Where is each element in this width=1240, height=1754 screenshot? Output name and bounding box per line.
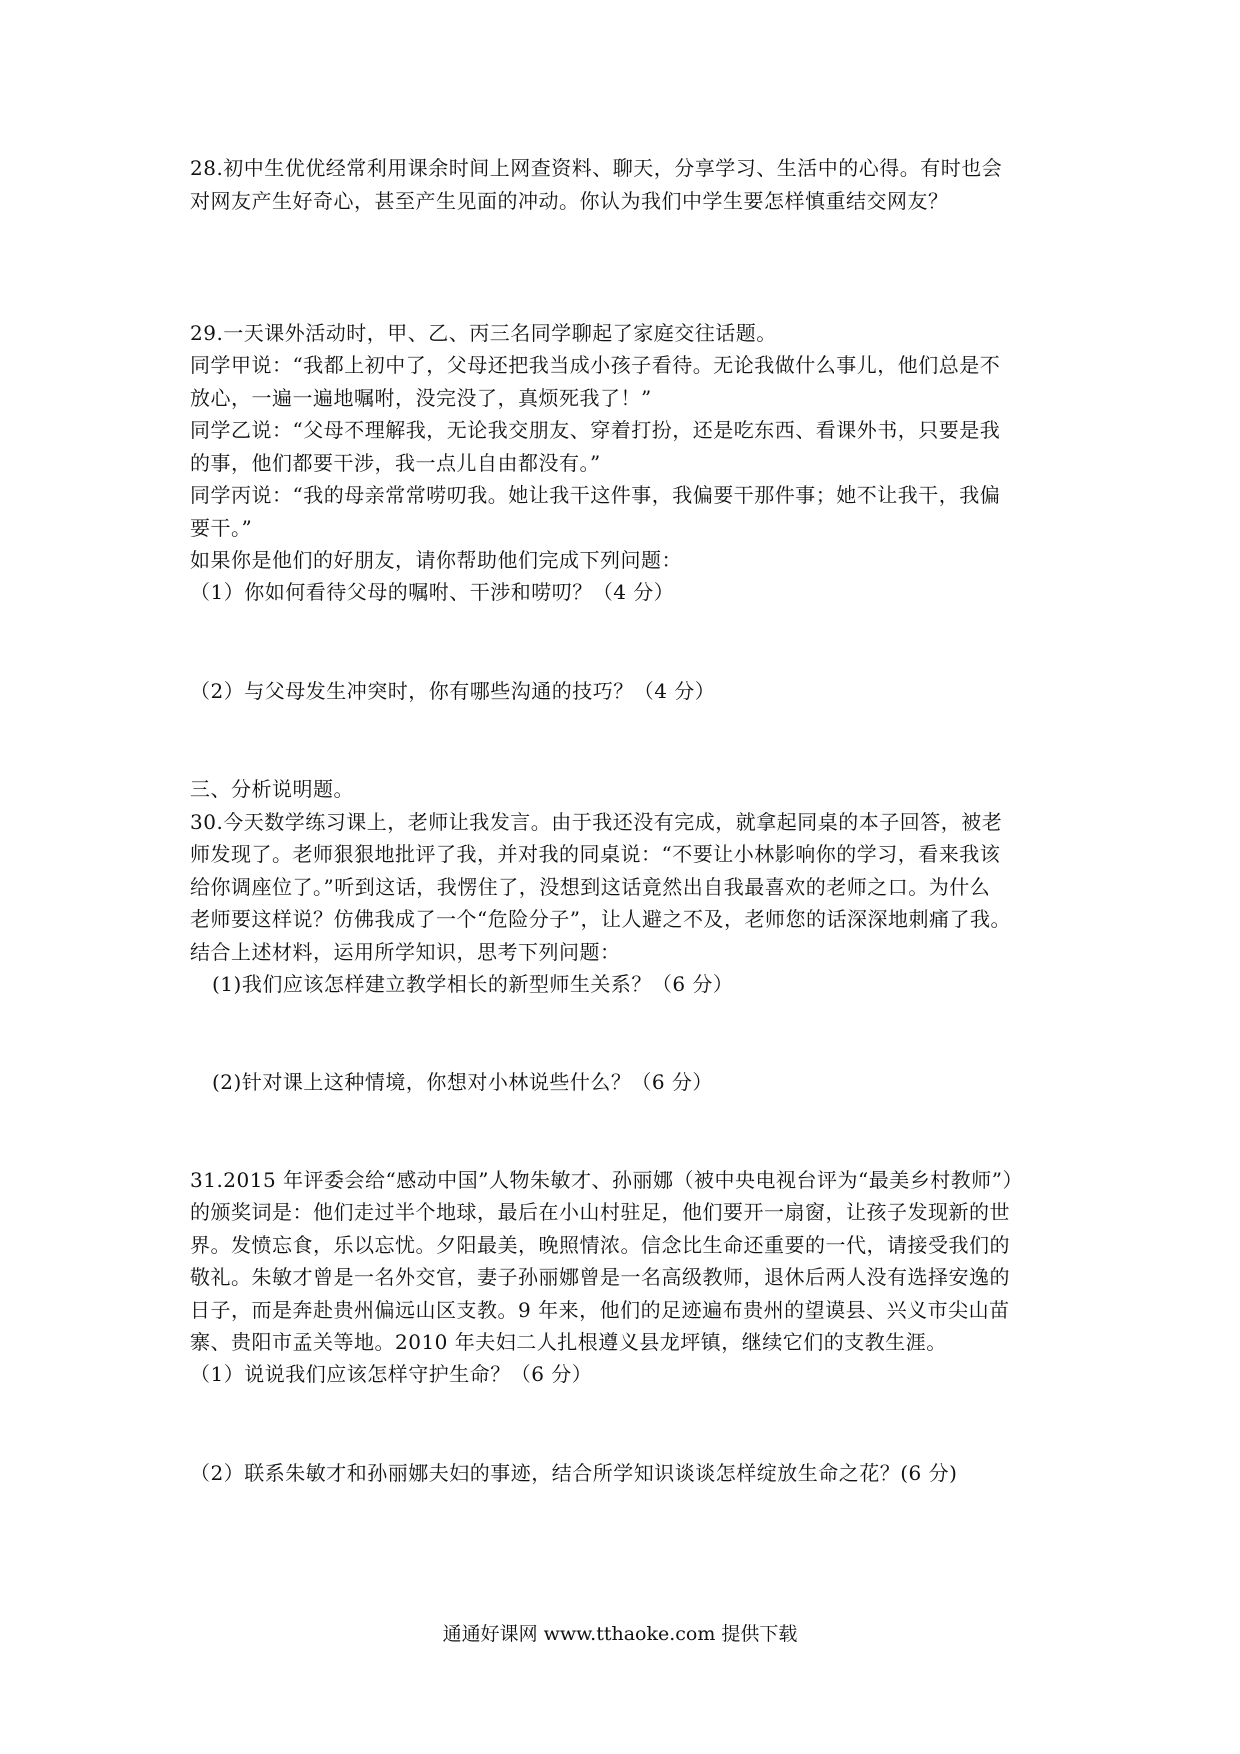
page-footer: 通通好课网 www.tthaoke.com 提供下载 bbox=[442, 1623, 798, 1645]
question-31-line: 31.2015 年评委会给“感动中国”人物朱敏才、孙丽娜（被中央电视台评为“最美乡村教师”） bbox=[190, 1168, 1023, 1192]
section-heading: 三、分析说明题。 bbox=[190, 777, 354, 801]
question-30-line: 30.今天数学练习课上，老师让我发言。由于我还没有完成，就拿起同桌的本子回答，被老 bbox=[190, 810, 1003, 834]
question-31-line: 日子，而是奔赴贵州偏远山区支教。9 年来，他们的足迹遍布贵州的望谟县、兴义市尖山苗 bbox=[190, 1298, 1010, 1322]
question-30-sub2: (2)针对课上这种情境，你想对小林说些什么？（6 分） bbox=[212, 1070, 713, 1094]
question-29-line: 放心，一遍一遍地嘱咐，没完没了，真烦死我了！” bbox=[190, 386, 652, 410]
question-31-line: 的颁奖词是：他们走过半个地球，最后在小山村驻足，他们要开一扇窗，让孩子发现新的世 bbox=[190, 1200, 1010, 1224]
question-31-line: 界。发愤忘食，乐以忘忧。夕阳最美，晚照情浓。信念比生命还重要的一代，请接受我们的 bbox=[190, 1233, 1010, 1257]
question-30-line: 老师要这样说？仿佛我成了一个“危险分子”，让人避之不及，老师您的话深深地刺痛了我。 bbox=[190, 907, 1011, 931]
question-30-sub1: (1)我们应该怎样建立教学相长的新型师生关系？（6 分） bbox=[212, 972, 734, 996]
question-29-line: 同学甲说：“我都上初中了，父母还把我当成小孩子看待。无论我做什么事儿，他们总是不 bbox=[190, 353, 1001, 377]
question-30-line: 结合上述材料，运用所学知识，思考下列问题： bbox=[190, 940, 621, 964]
question-29-line: 同学乙说：“父母不理解我，无论我交朋友、穿着打扮，还是吃东西、看课外书，只要是我 bbox=[190, 418, 1001, 442]
question-29-line: 要干。” bbox=[190, 516, 253, 540]
question-31-sub1: （1）说说我们应该怎样守护生命？（6 分） bbox=[190, 1362, 593, 1386]
question-30-line: 师发现了。老师狠狠地批评了我，并对我的同桌说：“不要让小林影响你的学习，看来我该 bbox=[190, 842, 1001, 866]
question-29-line: 的事，他们都要干涉，我一点儿自由都没有。” bbox=[190, 451, 601, 475]
question-30-line: 给你调座位了。”听到这话，我愣住了，没想到这话竟然出自我最喜欢的老师之口。为什么 bbox=[190, 875, 991, 899]
question-31-line: 敬礼。朱敏才曾是一名外交官，妻子孙丽娜曾是一名高级教师，退休后两人没有选择安逸的 bbox=[190, 1265, 1010, 1289]
question-29-line: 同学丙说：“我的母亲常常唠叨我。她让我干这件事，我偏要干那件事；她不让我干，我偏 bbox=[190, 483, 1001, 507]
question-29-sub2: （2）与父母发生冲突时，你有哪些沟通的技巧？（4 分） bbox=[190, 679, 716, 703]
question-29-sub1: （1）你如何看待父母的嘱咐、干涉和唠叨？（4 分） bbox=[190, 580, 675, 604]
question-31-line: 寨、贵阳市孟关等地。2010 年夫妇二人扎根遵义县龙坪镇，继续它们的支教生涯。 bbox=[190, 1330, 947, 1354]
question-29-line: 29.一天课外活动时，甲、乙、丙三名同学聊起了家庭交往话题。 bbox=[190, 321, 777, 345]
question-28-line: 对网友产生好奇心，甚至产生见面的冲动。你认为我们中学生要怎样慎重结交网友？ bbox=[190, 189, 949, 213]
question-28-line: 28.初中生优优经常利用课余时间上网查资料、聊天，分享学习、生活中的心得。有时也会 bbox=[190, 156, 1003, 180]
question-29-line: 如果你是他们的好朋友，请你帮助他们完成下列问题： bbox=[190, 548, 682, 572]
question-31-sub2: （2）联系朱敏才和孙丽娜夫妇的事迹，结合所学知识谈谈怎样绽放生命之花？(6 分) bbox=[190, 1461, 958, 1485]
